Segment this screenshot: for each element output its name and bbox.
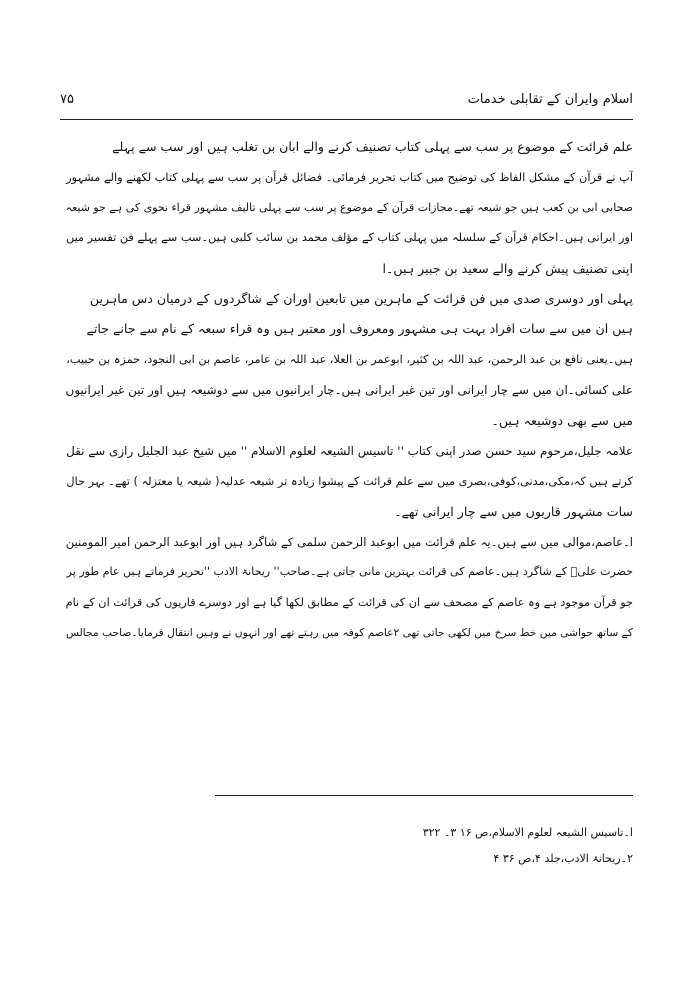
text-line: کرتے ہیں کہ،مکی،مدنی،کوفی،بصری میں سے علم قرائت کے پیشوا زیادہ تر شیعہ عدلیہ( شیعہ یا معتزلہ ) تھے۔ بہر حال (66, 474, 633, 489)
footnotes (60, 820, 633, 872)
text-line: اپنی تصنیف پیش کرنے والے سعید بن جبیر ہیں۔ا (382, 260, 633, 276)
text-line: کے ساتھ حواشی میں خط سرخ میں لکھی جاتی تھی ۲عاصم کوفہ میں رہتے تھے اور انہوں نے وہیں انتقال فرمایا۔صاحب مجالس (65, 626, 633, 640)
text-line: ہیں۔یعنی نافع بن عبد الرحمن، عبد اللہ بن کثیر، ابوعمر بن العلا، عبد اللہ بن عامر، عاصم بن ابی النجود، حمزہ بن حبیب، (66, 352, 633, 366)
paragraph-2 (60, 284, 633, 436)
paragraph-1 (60, 132, 633, 284)
page-header (60, 92, 633, 116)
header-rule (60, 119, 633, 120)
running-title: اسلام وایران کے تقابلی خدمات (467, 92, 633, 107)
text-line: ہیں ان میں سے سات افراد بہت ہی مشہور ومعروف اور معتبر ہیں وہ قراء سبعہ کے نام سے جانے جاتے (86, 321, 633, 337)
text-line: اور ایرانی ہیں۔احکام قرآن کے سلسلہ میں پہلی کتاب کے مؤلف محمد بن سائب کلبی ہیں۔سب سے پہلے فن تفسیر میں (66, 231, 633, 245)
footnote-2: ۲۔ریحانۃ الادب،جلد ۴،ص ۳۶ ۴ (493, 852, 633, 865)
text-line: علامہ جلیل،مرحوم سید حسن صدر اپنی کتاب '' تاسیس الشیعہ لعلوم الاسلام '' میں شیخ عبد الجلیل رازی سے نقل (66, 443, 633, 458)
text-line: آپ نے قرآن کے مشکل الفاظ کی توضیح میں کتاب تحریر فرمائی۔ فضائل قرآن پر سب سے پہلی کتاب لکھنے والے مشہور (66, 170, 633, 185)
text-line: علی کسائی۔ان میں سے چار ایرانی اور تین غیر ایرانی ہیں۔چار ایرانیوں میں سے دوشیعہ ہیں اور تین غیر ایرانیوں (65, 383, 633, 398)
text-line: حضرت علیؑ کے شاگرد ہیں۔عاصم کی قرائت بہترین مانی جاتی ہے۔صاحب'' ریحانۃ الادب ''تحریر فرماتے ہیں عام طور پر (66, 565, 633, 579)
paragraph-4 (60, 527, 633, 649)
footnote-rule (215, 795, 633, 796)
page-number: ۷۵ (60, 92, 74, 107)
footnote-1: ا۔تاسیس الشیعہ لعلوم الاسلام،ص ۱۶ ۳۔ ۳۲۲ (422, 826, 633, 839)
body-text (60, 132, 633, 649)
text-line: سات مشہور قاریوں میں سے چار ایرانی تھے۔ (394, 503, 633, 519)
text-line: پہلی اور دوسری صدی میں فن قرائت کے ماہرین میں تابعین اوران کے شاگردوں کے درمیان دس ماہرین (89, 290, 633, 306)
text-line: علم قرائت کے موضوع پر سب سے پہلی کتاب تصنیف کرنے والے ابان بن تغلب ہیں اور سب سے پہلے (112, 139, 633, 154)
text-line: صحابی ابی بن کعب ہیں جو شیعہ تھے۔مجازات قرآن کے موضوع پر سب سے پہلی تالیف مشہور قراء نحوی کی ہے جو شیعہ (65, 200, 633, 214)
text-line: ا۔عاصم،موالی میں سے ہیں۔یہ علم قرائت میں ابوعبد الرحمن سلمی کے شاگرد ہیں اور ابوعبد الرحمن امیر المومنین (65, 535, 633, 550)
paragraph-3 (60, 436, 633, 527)
text-line: میں سے بھی دوشیعہ ہیں۔ (491, 412, 633, 428)
text-line: جو قرآن موجود ہے وہ عاصم کے مصحف سے ان کی قرائت کے مطابق لکھا گیا ہے اور دوسرے قاریوں کی قرائت ان کے نام (65, 595, 633, 609)
